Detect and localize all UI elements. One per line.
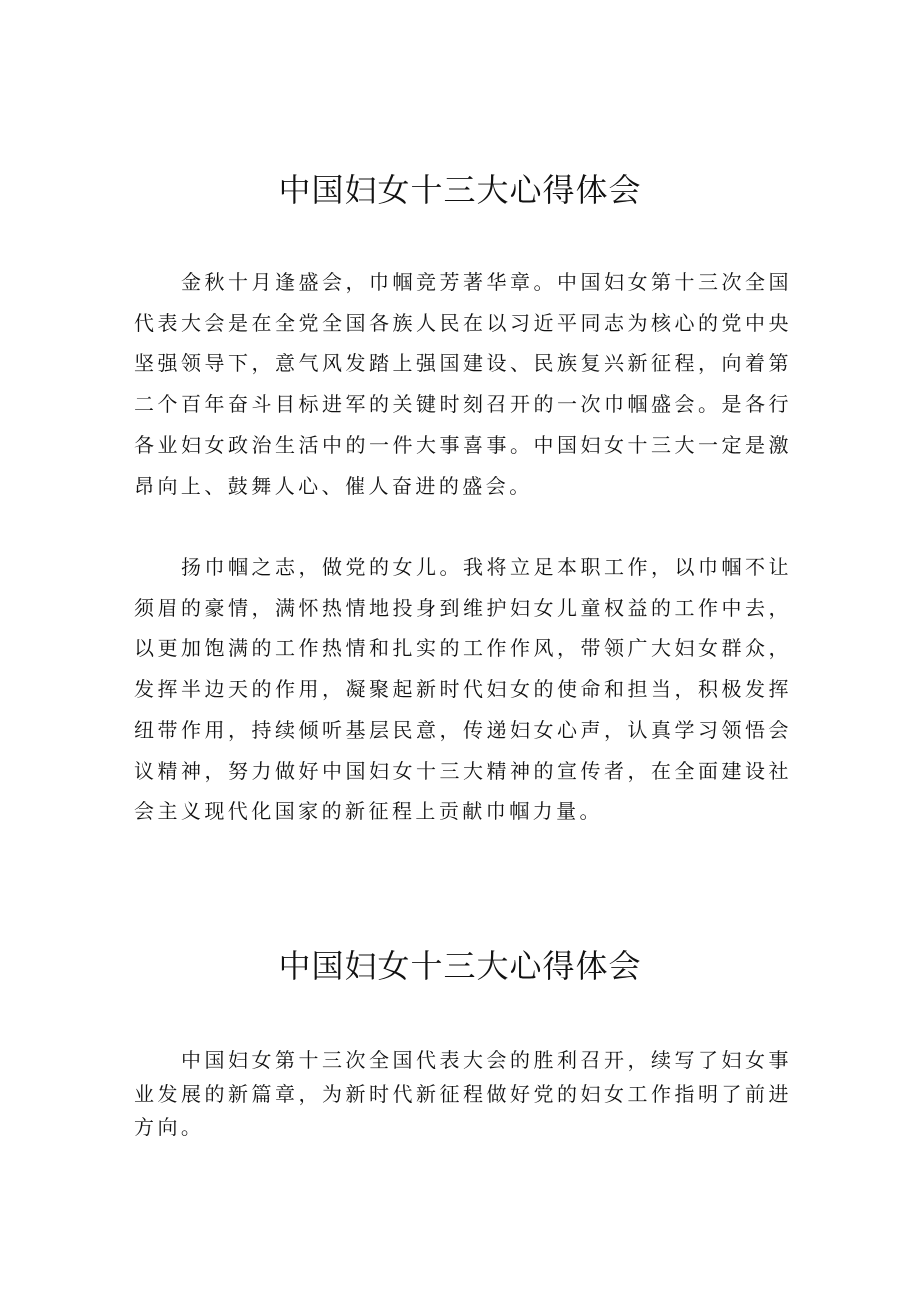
section-title-1: 中国妇女十三大心得体会 [278, 171, 642, 209]
paragraph-3: 中国妇女第十三次全国代表大会的胜利召开，续写了妇女事业发展的新篇章，为新时代新征程做好党的妇女工作指明了前进方向。 [134, 1048, 792, 1139]
paragraph-1: 金秋十月逢盛会，巾帼竞芳著华章。中国妇女第十三次全国代表大会是在全党全国各族人民在以习近平同志为核心的党中央坚强领导下，意气风发踏上强国建设、民族复兴新征程，向着第二个百年奋斗目标进军的关键时刻召开的一次巾帼盛会。是各行各业妇女政治生活中的一件大事喜事。中国妇女十三大一定是激昂向上、鼓舞人心、催人奋进的盛会。 [134, 270, 792, 498]
section-title-2: 中国妇女十三大心得体会 [278, 947, 642, 985]
paragraph-2: 扬巾帼之志，做党的女儿。我将立足本职工作，以巾帼不让须眉的豪情，满怀热情地投身到维护妇女儿童权益的工作中去，以更加饱满的工作热情和扎实的工作作风，带领广大妇女群众，发挥半边天的作用，凝聚起新时代妇女的使命和担当，积极发挥纽带作用，持续倾听基层民意，传递妇女心声，认真学习领悟会议精神，努力做好中国妇女十三大精神的宣传者，在全面建设社会主义现代化国家的新征程上贡献巾帼力量。 [134, 555, 792, 824]
